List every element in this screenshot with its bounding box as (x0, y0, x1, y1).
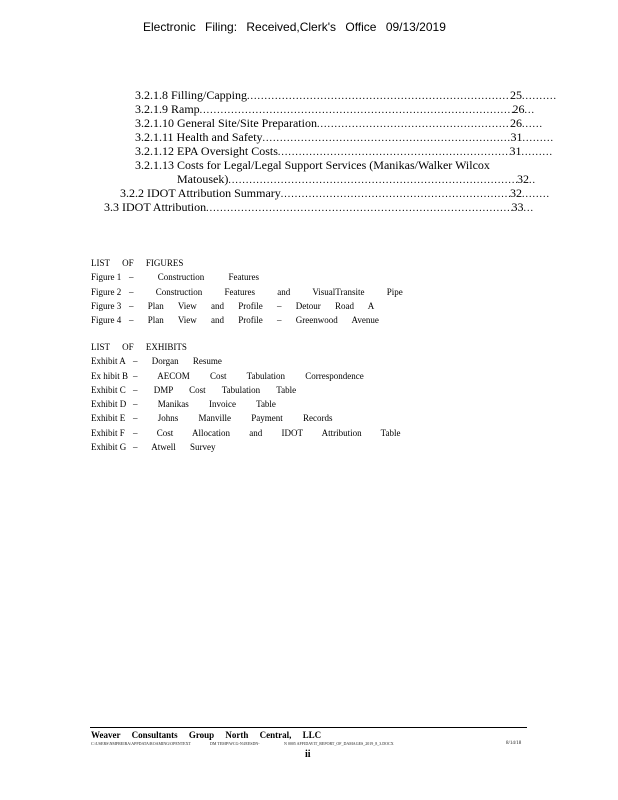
toc-entry-page: 32 (517, 172, 529, 186)
toc-entry-page: 26 (510, 116, 522, 130)
figure-item[interactable]: Figure 1 – Construction Features (91, 272, 259, 283)
toc-entry[interactable]: 3.2.1.12 EPA Oversight Costs ..... 31 ......... (135, 144, 553, 160)
exhibit-item[interactable]: Exhibit D – Manikas Invoice Table (91, 399, 276, 410)
toc-entry-label: 3.2.1.11 Health and Safety (135, 130, 263, 144)
toc-entry-label: 3.2.1.8 Filling/Capping (135, 88, 248, 102)
toc-entry-label: Matousek) (177, 172, 229, 186)
toc-entry[interactable]: 3.2.1.8 Filling/Capping ..... 25 .......... (135, 88, 557, 104)
footer-company: Weaver Consultants Group North Central, LLC (91, 730, 322, 740)
toc-entry-page: 31 (510, 130, 523, 144)
footer-date: 8/14/18 (506, 741, 522, 746)
exhibit-item[interactable]: Exhibit A – Dorgan Resume (91, 356, 222, 367)
toc-entry-label: 3.2.1.10 General Site/Site Preparation (135, 116, 317, 130)
exhibit-item[interactable]: Ex hibit B – AECOM Cost Tabulation Correspondence (91, 370, 364, 381)
toc-entry-page: 25 (510, 88, 522, 102)
page-number: ii (305, 749, 311, 760)
toc-entry-label: 3.2.2 IDOT Attribution Summary (120, 186, 281, 200)
footer-dm-temp: DM TEMP\WCG-N\JEESDN- (210, 741, 260, 746)
figures-title: LIST OF FIGURES (91, 258, 184, 268)
exhibit-item[interactable]: Exhibit C – DMP Cost Tabulation Table (91, 384, 297, 395)
toc-entry-page: 32 (510, 186, 522, 200)
toc-entry[interactable] (135, 158, 490, 173)
footer-path: C:\USERS\NMFREIRA\APPDATA\ROAMING\OPENTEXT (91, 741, 191, 746)
exhibit-item[interactable]: Exhibit E – Johns Manville Payment Records (91, 413, 333, 424)
toc-entry-label: 3.2.1.13 Costs for Legal/Legal Support Services (Manikas/Walker Wilcox (135, 158, 490, 172)
toc-entry[interactable]: Matousek) ..... 32 .. (177, 172, 536, 188)
toc-entry[interactable]: 3.3 IDOT Attribution ..... 33 ... (104, 200, 534, 216)
toc-entry[interactable]: 3.2.1.11 Health and Safety ..... 31 ......... (135, 130, 554, 146)
figure-item[interactable]: Figure 3 – Plan View and Profile – Detour Road A (91, 300, 375, 311)
exhibits-title: LIST OF EXHIBITS (91, 342, 187, 352)
list-of-exhibits (91, 340, 401, 454)
footer-rule (90, 727, 527, 728)
exhibit-item[interactable]: Exhibit F – Cost Allocation and IDOT Attribution Table (91, 427, 401, 438)
toc-entry-page: 33 (511, 200, 524, 214)
toc-entry-label: 3.2.1.12 EPA Oversight Costs (135, 144, 278, 158)
toc-entry-label: 3.2.1.9 Ramp (135, 102, 200, 116)
toc-entry[interactable]: 3.2.1.10 General Site/Site Preparation ..... 26 ...... (135, 116, 543, 132)
toc-entry-label: 3.3 IDOT Attribution (104, 200, 207, 214)
figure-item[interactable]: Figure 4 – Plan View and Profile – Greenwood Avenue (91, 315, 379, 326)
toc-entry[interactable]: 3.2.2 IDOT Attribution Summary ..... 32 ........ (120, 186, 550, 202)
figure-item[interactable]: Figure 2 – Construction Features and VisualTransite Pipe (91, 286, 403, 297)
filing-header: Electronic Filing: Received,Clerk's Office 09/13/2019 (143, 20, 446, 34)
exhibit-item[interactable]: Exhibit G – Atwell Survey (91, 442, 216, 453)
list-of-figures (91, 256, 403, 327)
toc-entry-page: 26 (512, 102, 525, 116)
toc-entry[interactable]: 3.2.1.9 Ramp ..... 26 ... (135, 102, 535, 118)
footer-doc-name: N 0005 AFFIDAVIT_REPORT_OF_DAMAGES_2019_8_3.DOCX (284, 741, 394, 746)
toc-entry-page: 31 (509, 144, 522, 158)
